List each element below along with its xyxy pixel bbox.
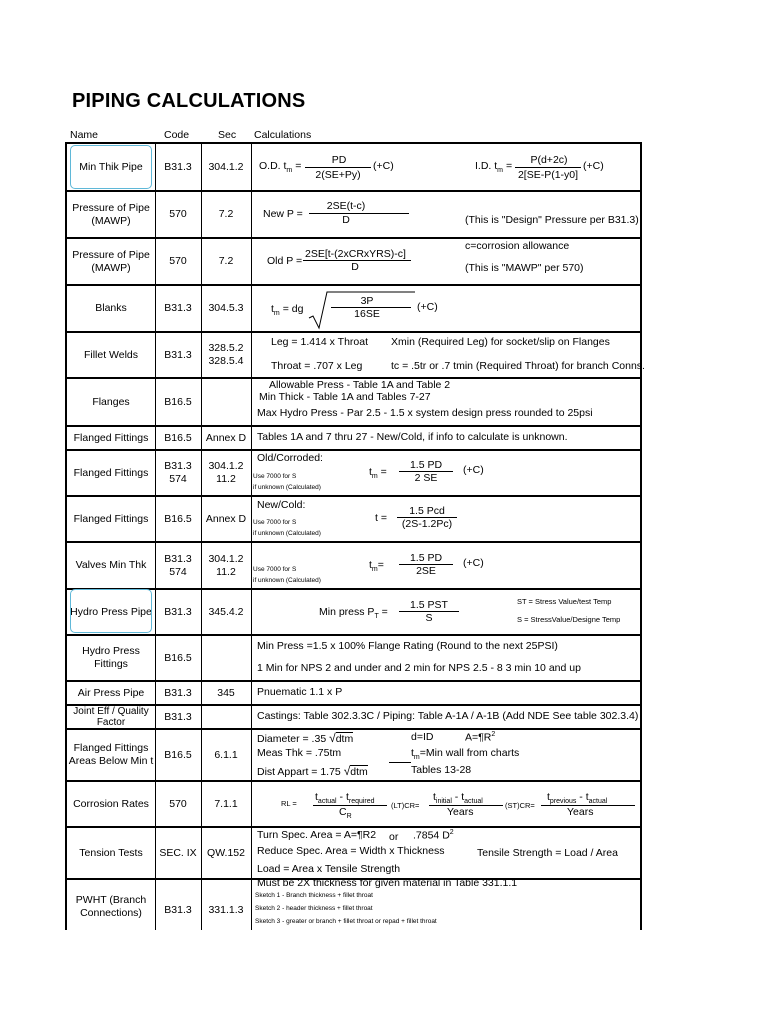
row-code: 570 (169, 255, 187, 267)
calc-sub: T (374, 613, 379, 621)
calc-text: t = (375, 512, 387, 524)
page-title: PIPING CALCULATIONS (72, 90, 306, 112)
fraction-den: Years (567, 806, 594, 818)
calc-text: = (505, 160, 513, 172)
table-row (67, 828, 640, 880)
calc-text: Meas Thk = .75tm (257, 747, 342, 759)
calc-sub: previous (549, 798, 577, 806)
calc-text: t (369, 466, 372, 478)
fraction-bar (305, 167, 371, 168)
calc-text: New/Cold: (257, 499, 306, 511)
calc-text: (+C) (583, 160, 604, 172)
fraction-den: Years (447, 806, 474, 818)
fraction-num: 1.5 PST (410, 599, 448, 611)
row-code: B16.5 (164, 395, 192, 408)
calc-text: tc = .5tr or .7 tmin (Required Throat) for branch Conns. (391, 360, 645, 372)
header-calculations: Calculations (254, 129, 312, 141)
row-code: B31.3 (164, 903, 192, 916)
sec-line: 304.1.2 (208, 460, 244, 472)
calc-sub: actual (464, 798, 483, 806)
table-row (67, 144, 640, 192)
row-code: B31.3 (164, 302, 192, 314)
calc-text: Allowable Press - Table 1A and Table 2 (269, 379, 451, 391)
calc-text: Load = Area x Tensile Strength (257, 863, 401, 875)
row-calc (251, 427, 640, 449)
calc-sub: actual (588, 798, 608, 806)
fraction-num: 2SE[t-(2xCRxYRS)-c] (305, 248, 406, 260)
calc-text: = (378, 606, 388, 618)
calc-text: Tables 1A and 7 thru 27 - New/Cold, if info to calculate is unknown. (257, 431, 568, 443)
sec-line: 11.2 (216, 565, 236, 578)
calc-sup: 2 (449, 829, 454, 836)
calc-text: A=¶R (465, 731, 492, 744)
row-sec: 7.2 (218, 208, 234, 220)
row-sec: Annex D (205, 431, 247, 444)
row-calc (251, 682, 640, 704)
code-line: B31.3 (164, 460, 192, 472)
row-code: B16.5 (164, 431, 192, 444)
row-name: Pressure of Pipe (MAWP) (72, 201, 150, 227)
calc-text: (+C) (417, 301, 438, 313)
calc-text: (+C) (463, 464, 484, 476)
calc-text: d=ID (411, 731, 434, 743)
fraction-den: C (339, 806, 347, 818)
table-row (67, 379, 640, 427)
calc-note: (This is "MAWP" per 570) (465, 262, 584, 274)
calc-text: dtm (350, 766, 368, 778)
row-name: PWHT (Branch Connections) (75, 894, 147, 919)
sec-line: 328.5.4 (208, 355, 244, 367)
row-sec (201, 379, 251, 425)
fraction-den: D (351, 261, 359, 273)
table-row (67, 333, 645, 379)
calc-text: = dg (282, 303, 304, 315)
calc-text: - t (336, 791, 349, 803)
table-row (67, 730, 640, 782)
fraction-num: P(d+2c) (530, 154, 568, 166)
calc-text: (ST)CR= (505, 801, 535, 810)
sec-line: 328.5.2 (208, 342, 244, 354)
calc-note: S = StressValue/Designe Temp (517, 615, 621, 624)
row-sec: 6.1.1 (214, 748, 238, 761)
row-code: B31.3 (164, 686, 192, 699)
fraction-num: 1.5 PD (409, 552, 443, 564)
table-row (67, 192, 640, 239)
row-name: Valves Min Thk (75, 559, 147, 571)
row-calc (251, 636, 640, 680)
row-code: 570 (169, 797, 187, 810)
row-name: Min Thik Pipe (79, 160, 143, 173)
row-name: Corrosion Rates (73, 797, 149, 810)
calc-sub: m (286, 167, 293, 175)
code-line: B31.3 (164, 552, 192, 565)
row-code (155, 451, 201, 495)
calc-text: Leg = 1.414 x Throat (271, 336, 369, 348)
calc-sub: m (413, 754, 420, 762)
table-row (67, 706, 640, 730)
calc-sub: m (497, 167, 504, 175)
row-sec (201, 706, 251, 728)
cell-selection-highlight[interactable] (70, 589, 152, 633)
calc-text: Tensile Strength = Load / Area (477, 847, 618, 859)
row-name: Pressure of Pipe (MAWP) (72, 248, 150, 274)
row-name: Hydro Press Fittings (82, 645, 140, 670)
fraction-num: 3P (360, 295, 374, 307)
calc-text: t (369, 559, 372, 571)
calc-note: Use 7000 for S (253, 473, 297, 480)
row-name: Flanges (92, 395, 130, 408)
calc-text: Pnuematic 1.1 x P (257, 686, 343, 698)
calc-text: (LT)CR= (391, 801, 420, 810)
calc-text: Dist Appart = 1.75 (257, 766, 341, 778)
row-sec: 304.5.3 (208, 302, 244, 314)
calc-text: Old/Corroded: (257, 452, 323, 464)
header-name: Name (70, 129, 99, 141)
calc-text: = (295, 160, 302, 172)
table-row (67, 497, 640, 543)
calc-note: Sketch 1 - Branch thickness + fillet throat (255, 892, 373, 899)
cell-selection-highlight[interactable] (70, 145, 152, 189)
fraction-num: PD (331, 154, 347, 166)
calc-sub: required (348, 798, 375, 806)
row-name: Flanged Fittings (73, 466, 149, 479)
row-code: B16.5 (164, 748, 192, 761)
calc-note: if unknown (Calculated) (253, 530, 321, 537)
table-row (67, 286, 640, 333)
row-name: Air Press Pipe (77, 686, 145, 699)
calc-text: t (315, 791, 318, 803)
calc-note: ST = Stress Value/test Temp (517, 597, 612, 606)
fraction-den: 2SE (416, 565, 436, 577)
row-code: SEC. IX (159, 846, 197, 859)
fraction-num: 1.5 PD (409, 459, 443, 471)
calc-note: Sketch 2 - header thickness + fillet throat (255, 905, 373, 912)
row-code: B31.3 (164, 710, 192, 723)
fraction-den: (2S-1.2Pc) (401, 518, 453, 530)
calc-text: (+C) (463, 557, 484, 569)
row-calc (251, 451, 640, 495)
code-line: 574 (169, 565, 187, 578)
calc-text: (+C) (373, 160, 394, 172)
page-bottom-blank (0, 930, 768, 1024)
table-row (67, 543, 640, 590)
calc-text: .7854 D (413, 829, 450, 842)
row-calc (251, 782, 640, 826)
row-sec: 7.2 (218, 255, 234, 267)
fraction-den: 2(SE+Py) (315, 169, 361, 181)
table-row (67, 427, 640, 451)
table-row (67, 451, 640, 497)
calc-text: =Min wall from charts (419, 747, 520, 759)
calc-note: Use 7000 for S (253, 519, 297, 526)
calc-text: Old P = (267, 255, 303, 267)
calc-text: t (271, 303, 274, 315)
row-name: Flanged Fittings (73, 512, 149, 525)
calc-text: Max Hydro Press - Par 2.5 - 1.5 x system design press rounded to 25psi (257, 407, 593, 419)
calc-sub: initial (435, 798, 452, 806)
fraction-num: 1.5 Pcd (409, 505, 445, 517)
calc-text: Turn Spec. Area = A=¶R2 (257, 829, 377, 841)
calc-text: Tables 13-28 (411, 764, 472, 776)
calc-table (65, 142, 645, 930)
row-name: Tension Tests (79, 846, 143, 859)
table-row (67, 590, 640, 636)
row-sec (201, 636, 251, 680)
row-calc (251, 828, 640, 878)
calc-text: dtm (335, 733, 354, 745)
row-code: 570 (169, 208, 187, 220)
row-calc (251, 543, 640, 588)
sqrt-icon: √ (343, 764, 351, 778)
calc-text: - t (451, 791, 465, 803)
calc-text: Castings: Table 302.3.3C / Piping: Table A-1A / A-1B (Add NDE See table 302.3.4) (257, 710, 639, 722)
row-calc (251, 497, 640, 541)
calc-text: = (377, 559, 384, 571)
row-code: B31.3 (164, 605, 192, 618)
row-code: B16.5 (164, 512, 192, 525)
calc-text: Min Thick - Table 1A and Tables 7-27 (259, 391, 431, 403)
header-sec: Sec (218, 129, 237, 141)
calc-sub: m (371, 566, 378, 574)
calc-note: Sketch 3 - greater or branch + fillet throat or repad + fillet throat (255, 918, 437, 925)
row-code: B16.5 (164, 651, 192, 664)
fraction-bar (515, 167, 581, 168)
row-code (155, 543, 201, 588)
fraction-num: 2SE(t-c) (326, 200, 366, 212)
calc-note: if unknown (Calculated) (253, 484, 321, 491)
row-sec: QW.152 (207, 846, 245, 859)
calc-text: O.D. t (259, 160, 287, 172)
calc-text: Diameter = .35 (257, 733, 327, 745)
row-sec: 331.1.3 (208, 903, 244, 916)
calc-sup: 2 (491, 731, 496, 738)
row-calc (251, 706, 640, 728)
calc-text: - t (576, 791, 589, 803)
table-row (67, 636, 640, 682)
row-sec (201, 543, 251, 588)
calc-text: = (377, 466, 387, 478)
row-calc (251, 379, 640, 425)
calc-text: or (389, 831, 399, 843)
calc-note: Use 7000 for S (253, 566, 297, 573)
row-code: B31.3 (164, 348, 192, 361)
row-sec (201, 333, 251, 377)
row-calc (251, 144, 640, 190)
calc-text: Throat = .707 x Leg (271, 360, 363, 372)
sec-line: 304.1.2 (208, 552, 244, 565)
row-name: Hydro Press Pipe (70, 605, 152, 618)
code-line: 574 (169, 473, 187, 485)
calc-text: Min press P (319, 606, 375, 618)
calc-sub: actual (317, 798, 337, 806)
calc-note: (This is "Design" Pressure per B31.3) (465, 214, 639, 226)
fraction-den: 2[SE-P(1-y0] (517, 169, 579, 181)
calc-text: I.D. t (475, 160, 498, 172)
fraction-den: 16SE (354, 308, 380, 320)
calc-text: t (433, 791, 436, 803)
row-calc (251, 730, 640, 780)
row-calc (251, 239, 640, 284)
row-sec: 7.1.1 (214, 797, 238, 810)
row-calc (251, 192, 640, 237)
row-sec: 304.1.2 (208, 160, 244, 173)
calc-text: t (547, 791, 550, 803)
calc-sub: m (371, 473, 378, 481)
row-sec: Annex D (205, 512, 247, 525)
row-code: B31.3 (164, 160, 192, 173)
row-calc (251, 590, 640, 634)
row-name: Flanged Fittings (73, 431, 149, 444)
row-sec: 345.4.2 (208, 605, 244, 618)
row-sec: 345 (217, 686, 235, 699)
table-row (67, 782, 640, 828)
fraction-den: 2 SE (414, 472, 438, 484)
calc-text: RL = (281, 799, 297, 808)
calc-text: New P = (263, 208, 303, 220)
row-name: Fillet Welds (83, 348, 139, 361)
fraction-den: S (425, 612, 433, 624)
row-calc (251, 286, 640, 331)
calc-text: Reduce Spec. Area = Width x Thickness (257, 845, 445, 857)
calc-sub: m (273, 310, 280, 318)
divider-line (389, 762, 411, 763)
row-name: Blanks (95, 302, 127, 314)
calc-text: t (411, 747, 414, 759)
calc-note: if unknown (Calculated) (253, 577, 321, 584)
calc-text: Xmin (Required Leg) for socket/slip on Flanges (391, 336, 610, 348)
sqrt-icon: √ (329, 731, 336, 745)
row-name: Joint Eff / Quality Factor (73, 706, 149, 728)
calc-text: 1 Min for NPS 2 and under and 2 min for NPS 2.5 - 8 3 min 10 and up (257, 662, 581, 674)
calc-text: Must be 2X thickness for given material in Table 331.1.1 (257, 877, 518, 889)
calc-note: c=corrosion allowance (465, 240, 570, 252)
calc-sub: R (346, 813, 352, 821)
row-name: Flanged Fittings Areas Below Min t (68, 742, 154, 767)
table-row (67, 239, 640, 286)
calc-text: Min Press =1.5 x 100% Flange Rating (Round to the next 25PSI) (257, 640, 558, 652)
row-calc (251, 333, 645, 377)
sec-line: 11.2 (216, 473, 236, 485)
header-code: Code (164, 129, 190, 141)
table-row (67, 682, 640, 706)
fraction-den: D (342, 214, 350, 226)
row-sec (201, 451, 251, 495)
